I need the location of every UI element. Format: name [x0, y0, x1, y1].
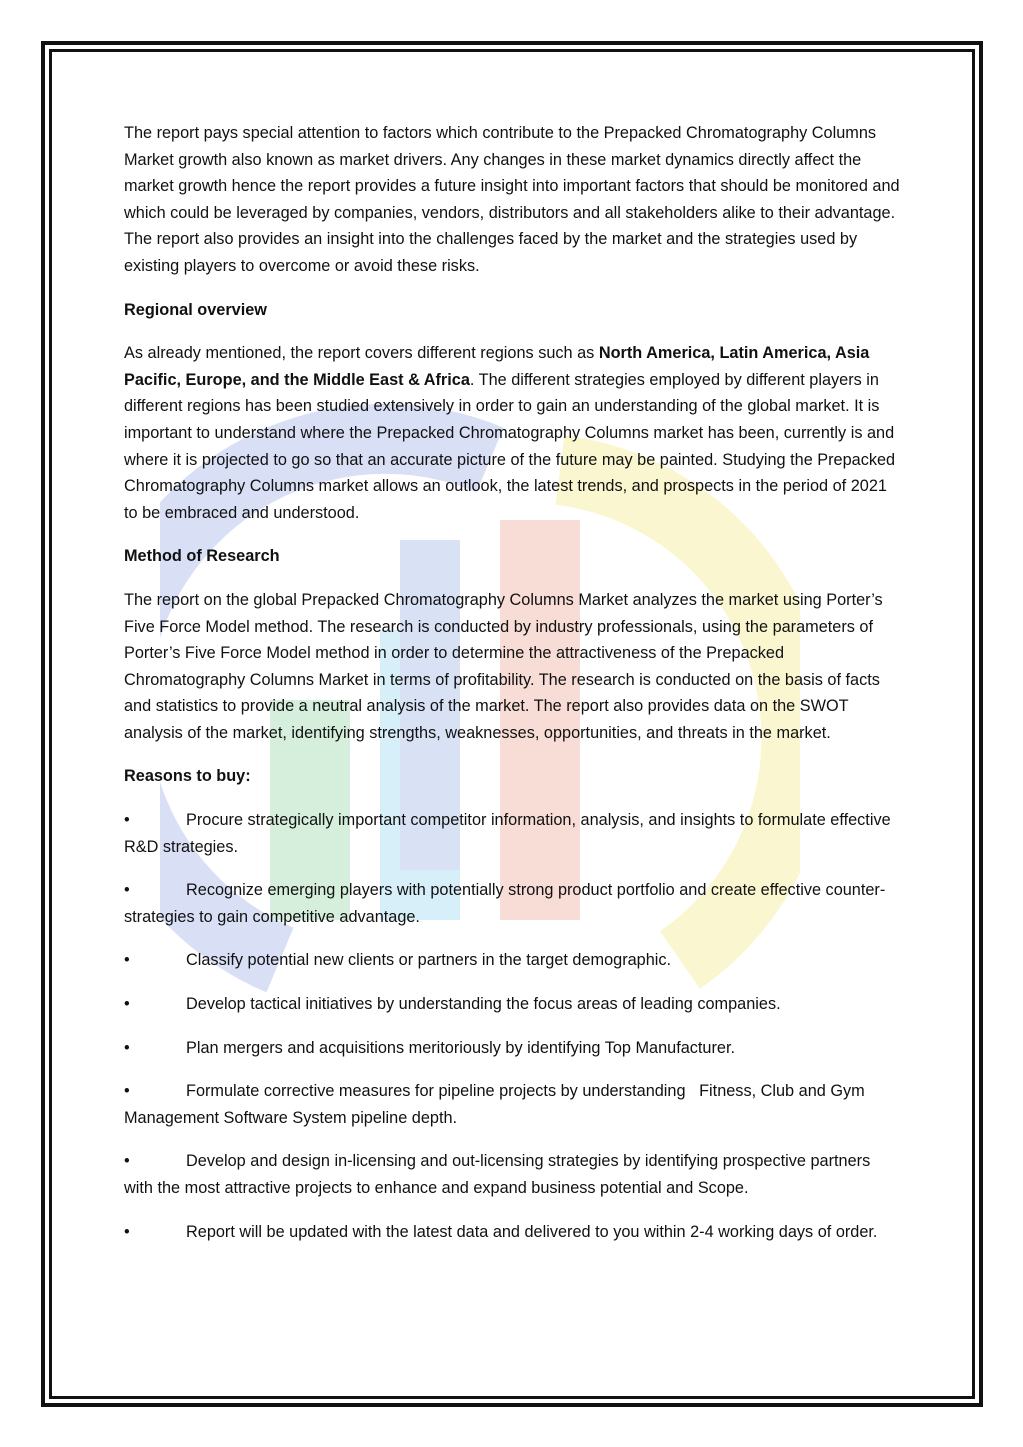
- regional-text-before: As already mentioned, the report covers different regions such as: [124, 344, 599, 363]
- bullet-symbol: •: [124, 1038, 130, 1057]
- method-paragraph: The report on the global Prepacked Chromatography Columns Market analyzes the market using Porter’s Five Force Model method. The research is conducted by industry professionals, using the parameters of Porter’s Five Force Model method in order to determine the attractiveness of the Prepacked Chromatography Columns Market in terms of profitability. The research is conducted on the basis of facts and statistics to provide a neutral analysis of the market. The report also provides data on the SWOT analysis of the market, identifying strengths, weaknesses, opportunities, and threats in the market.: [124, 590, 883, 742]
- list-item: [124, 947, 900, 974]
- document-body: [124, 120, 900, 1262]
- bullet-symbol: •: [124, 811, 130, 830]
- bullet-symbol: •: [124, 1152, 130, 1171]
- list-item: [124, 877, 900, 930]
- method-heading: Method of Research: [124, 547, 280, 566]
- regional-overview-paragraph: [124, 340, 900, 526]
- list-item: [124, 807, 900, 860]
- list-item-text: Procure strategically important competitor information, analysis, and insights to formulate effective R&D strategies.: [124, 811, 891, 856]
- list-item-text: Formulate corrective measures for pipeline projects by understanding Fitness, Club and Gym Management Software System pipeline depth.: [124, 1082, 870, 1127]
- list-item-text: Classify potential new clients or partners in the target demographic.: [186, 951, 672, 970]
- list-item-text: Plan mergers and acquisitions meritoriously by identifying Top Manufacturer.: [186, 1038, 736, 1057]
- list-item-text: Report will be updated with the latest data and delivered to you within 2-4 working days of order.: [186, 1222, 878, 1241]
- bullet-symbol: •: [124, 1222, 130, 1241]
- list-item-text: Develop and design in-licensing and out-licensing strategies by identifying prospective partners with the most attractive projects to enhance and expand business potential and Scope.: [124, 1152, 871, 1197]
- list-item: [124, 1078, 900, 1131]
- regional-overview-heading: Regional overview: [124, 300, 267, 319]
- bullet-symbol: •: [124, 995, 130, 1014]
- list-item-text: Recognize emerging players with potentially strong product portfolio and create effective counter-strategies to gain competitive advantage.: [124, 881, 886, 926]
- intro-paragraph: The report pays special attention to factors which contribute to the Prepacked Chromatography Columns Market growth also known as market drivers. Any changes in these market dynamics directly affect the market growth hence the report provides a future insight into important factors that should be monitored and which could be leveraged by companies, vendors, distributors and all stakeholders alike to their advantage. The report also provides an insight into the challenges faced by the market and the strategies used by existing players to overcome or avoid these risks.: [124, 124, 900, 275]
- bullet-symbol: •: [124, 1082, 130, 1101]
- bullet-symbol: •: [124, 951, 130, 970]
- bullet-symbol: •: [124, 881, 130, 900]
- list-item: [124, 1148, 900, 1201]
- regional-regions-bold: North America, Latin America, Asia Pacific, Europe, and the Middle East & Africa: [124, 344, 870, 389]
- list-item-text: Develop tactical initiatives by understanding the focus areas of leading companies.: [186, 995, 781, 1014]
- list-item: [124, 1035, 900, 1062]
- regional-text-after: . The different strategies employed by different players in different regions has been studied extensively in order to gain an understanding of the global market. It is important to understand where the Prepacked Chromatography Columns market has been, currently is and where it is projected to go so that an accurate picture of the future may be painted. Studying the Prepacked Chromatography Columns market allows an outlook, the latest trends, and prospects in the period of 2021 to be embraced and understood.: [124, 370, 896, 522]
- list-item: [124, 991, 900, 1018]
- reasons-heading: Reasons to buy:: [124, 767, 251, 786]
- list-item: [124, 1219, 900, 1246]
